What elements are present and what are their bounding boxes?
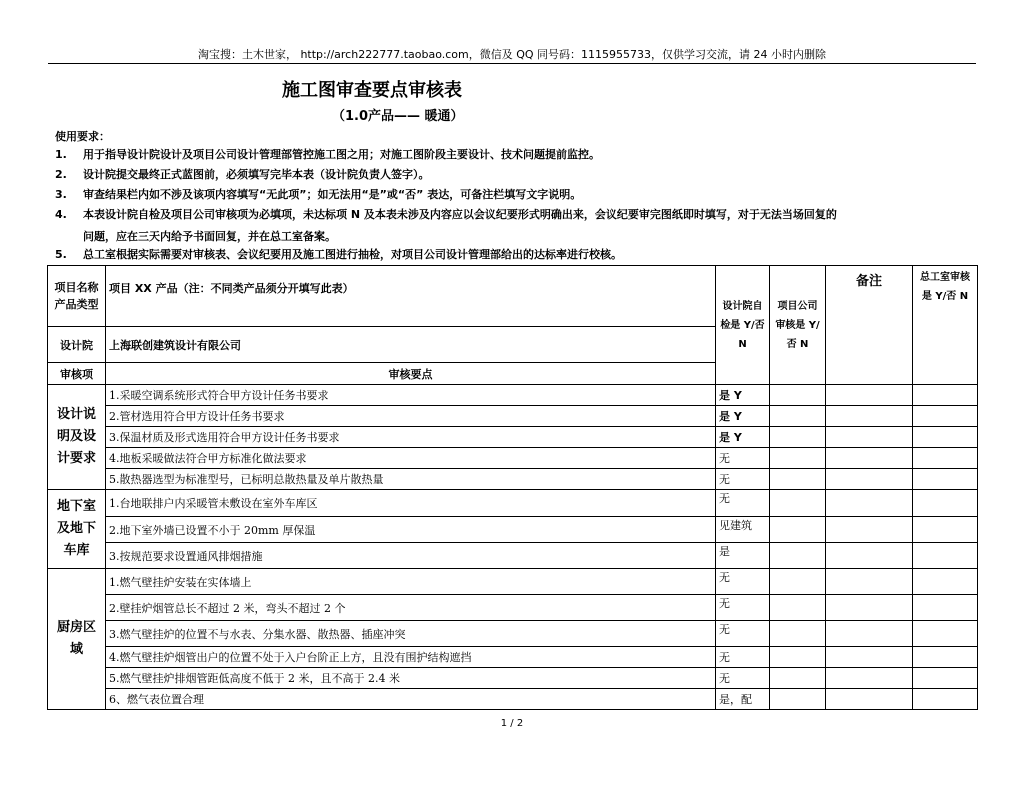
- requirement-continuation: 问题，应在三天内给予书面回复，并在总工室备案。: [83, 230, 336, 243]
- chief-review-cell: [913, 490, 978, 517]
- requirement-number: 4.: [55, 208, 67, 221]
- self-check-value: 无: [716, 647, 770, 668]
- self-check-value: 无: [716, 490, 770, 517]
- remark-header: 备注: [826, 266, 913, 385]
- table-row: [48, 621, 978, 647]
- company-review-cell: [770, 448, 826, 469]
- table-row: [48, 469, 978, 490]
- company-review-cell: [770, 647, 826, 668]
- table-row: [48, 448, 978, 469]
- requirement-item: [55, 147, 600, 163]
- company-review-cell: [770, 517, 826, 543]
- page-number: 1 / 2: [500, 718, 524, 729]
- audit-point: 6、燃气表位置合理: [106, 689, 716, 710]
- audit-point: 3.保温材质及形式选用符合甲方设计任务书要求: [106, 427, 716, 448]
- self-check-value: 是 Y: [716, 406, 770, 427]
- audit-point: 1.台地联排户内采暖管未敷设在室外车库区: [106, 490, 716, 517]
- remark-cell: [826, 668, 913, 689]
- table-row: [48, 427, 978, 448]
- table-row: [48, 689, 978, 710]
- chief-review-cell: [913, 569, 978, 595]
- company-review-cell: [770, 469, 826, 490]
- company-review-cell: [770, 406, 826, 427]
- remark-cell: [826, 448, 913, 469]
- page-header-text: 淘宝搜：土木世家， http://arch222777.taobao.com，微信及 QQ 同号码：1115955733，仅供学习交流，请 24 小时内删除: [197, 48, 827, 61]
- remark-cell: [826, 490, 913, 517]
- company-review-cell: [770, 543, 826, 569]
- table-row: [48, 385, 978, 406]
- requirement-number: 3.: [55, 188, 67, 201]
- requirement-text: 总工室根据实际需要对审核表、会议纪要用及施工图进行抽检，对项目公司设计管理部给出的达标率进行校核。: [83, 248, 622, 261]
- chief-review-header: 总工室审核是 Y/否 N: [913, 266, 978, 385]
- doc-title: 施工图审查要点审核表: [282, 80, 462, 101]
- category-cell: 设计说明及设计要求: [48, 385, 106, 490]
- requirement-text: 用于指导设计院设计及项目公司设计管理部管控施工图之用；对施工图阶段主要设计、技术问题提前监控。: [83, 148, 600, 161]
- table-row: [48, 543, 978, 569]
- category-cell: 地下室及地下车库: [48, 490, 106, 569]
- chief-review-cell: [913, 427, 978, 448]
- product-type-label: 项目名称产品类型: [48, 266, 106, 327]
- audit-point: 1.燃气壁挂炉安装在实体墙上: [106, 569, 716, 595]
- chief-review-cell: [913, 668, 978, 689]
- doc-subtitle: （1.0产品—— 暖通）: [332, 109, 464, 124]
- header-divider: [48, 63, 976, 64]
- requirement-number: 2.: [55, 168, 67, 181]
- chief-review-cell: [913, 469, 978, 490]
- institute-value: 上海联创建筑设计有限公司: [106, 327, 716, 363]
- company-review-cell: [770, 621, 826, 647]
- requirement-text: 设计院提交最终正式蓝图前，必须填写完毕本表（设计院负责人签字）。: [83, 168, 430, 181]
- remark-cell: [826, 517, 913, 543]
- self-check-value: 无: [716, 595, 770, 621]
- remark-cell: [826, 621, 913, 647]
- company-review-cell: [770, 569, 826, 595]
- audit-point: 2.地下室外墙已设置不小于 20mm 厚保温: [106, 517, 716, 543]
- category-cell: 厨房区域: [48, 569, 106, 710]
- audit-point: 5.散热器选型为标准型号，已标明总散热量及单片散热量: [106, 469, 716, 490]
- self-check-value: 无: [716, 469, 770, 490]
- audit-point: 3.按规范要求设置通风排烟措施: [106, 543, 716, 569]
- self-check-value: 是，配: [716, 689, 770, 710]
- self-check-value: 无: [716, 569, 770, 595]
- audit-point: 5.燃气壁挂炉排烟管距低高度不低于 2 米，且不高于 2.4 米: [106, 668, 716, 689]
- requirement-number: 1.: [55, 148, 67, 161]
- requirement-item: [55, 207, 837, 223]
- requirement-text: 审查结果栏内如不涉及该项内容填写“无此项”；如无法用“是”或“否” 表达，可备注栏填写文字说明。: [83, 188, 582, 201]
- company-review-cell: [770, 595, 826, 621]
- chief-review-cell: [913, 595, 978, 621]
- table-row: [48, 595, 978, 621]
- remark-cell: [826, 385, 913, 406]
- requirement-number: 5.: [55, 248, 67, 261]
- table-row: [48, 668, 978, 689]
- requirement-item: [55, 247, 622, 263]
- table-row: [48, 569, 978, 595]
- self-check-value: 无: [716, 448, 770, 469]
- self-check-value: 无: [716, 621, 770, 647]
- remark-cell: [826, 427, 913, 448]
- company-review-cell: [770, 668, 826, 689]
- audit-point: 1.采暖空调系统形式符合甲方设计任务书要求: [106, 385, 716, 406]
- remark-cell: [826, 595, 913, 621]
- self-check-value: 是 Y: [716, 427, 770, 448]
- institute-label: 设计院: [48, 327, 106, 363]
- company-review-cell: [770, 490, 826, 517]
- usage-title: 使用要求：: [55, 130, 110, 143]
- chief-review-cell: [913, 406, 978, 427]
- chief-review-cell: [913, 647, 978, 668]
- self-check-value: 是 Y: [716, 385, 770, 406]
- remark-cell: [826, 689, 913, 710]
- remark-cell: [826, 647, 913, 668]
- company-review-cell: [770, 427, 826, 448]
- self-check-value: 见建筑: [716, 517, 770, 543]
- table-row: [48, 647, 978, 668]
- table-row: [48, 406, 978, 427]
- remark-cell: [826, 543, 913, 569]
- chief-review-cell: [913, 385, 978, 406]
- remark-cell: [826, 569, 913, 595]
- requirement-item: [55, 187, 581, 203]
- requirement-text: 本表设计院自检及项目公司审核项为必填项，未达标项 N 及本表未涉及内容应以会议纪要形式明确出来，会议纪要审完图纸即时填写，对于无法当场回复的: [83, 208, 837, 221]
- company-review-header: 项目公司审核是 Y/否 N: [770, 266, 826, 385]
- audit-point: 3.燃气壁挂炉的位置不与水表、分集水器、散热器、插座冲突: [106, 621, 716, 647]
- audit-point: 2.管材选用符合甲方设计任务书要求: [106, 406, 716, 427]
- chief-review-cell: [913, 689, 978, 710]
- company-review-cell: [770, 689, 826, 710]
- audit-point: 2.壁挂炉烟管总长不超过 2 米，弯头不超过 2 个: [106, 595, 716, 621]
- table-row: [48, 517, 978, 543]
- audit-point: 4.燃气壁挂炉烟管出户的位置不处于入户台阶正上方，且没有围护结构遮挡: [106, 647, 716, 668]
- chief-review-cell: [913, 621, 978, 647]
- audit-points-label: 审核要点: [106, 363, 716, 385]
- self-check-value: 是: [716, 543, 770, 569]
- company-review-cell: [770, 385, 826, 406]
- product-type-value: 项目 XX 产品（注：不同类产品须分开填写此表）: [106, 266, 716, 327]
- chief-review-cell: [913, 448, 978, 469]
- self-check-header: 设计院自检是 Y/否 N: [716, 266, 770, 385]
- table-row: [48, 490, 978, 517]
- self-check-value: 无: [716, 668, 770, 689]
- chief-review-cell: [913, 543, 978, 569]
- review-table: [47, 265, 978, 710]
- requirement-item: [55, 167, 430, 183]
- chief-review-cell: [913, 517, 978, 543]
- remark-cell: [826, 469, 913, 490]
- audit-point: 4.地板采暖做法符合甲方标准化做法要求: [106, 448, 716, 469]
- remark-cell: [826, 406, 913, 427]
- audit-item-label: 审核项: [48, 363, 106, 385]
